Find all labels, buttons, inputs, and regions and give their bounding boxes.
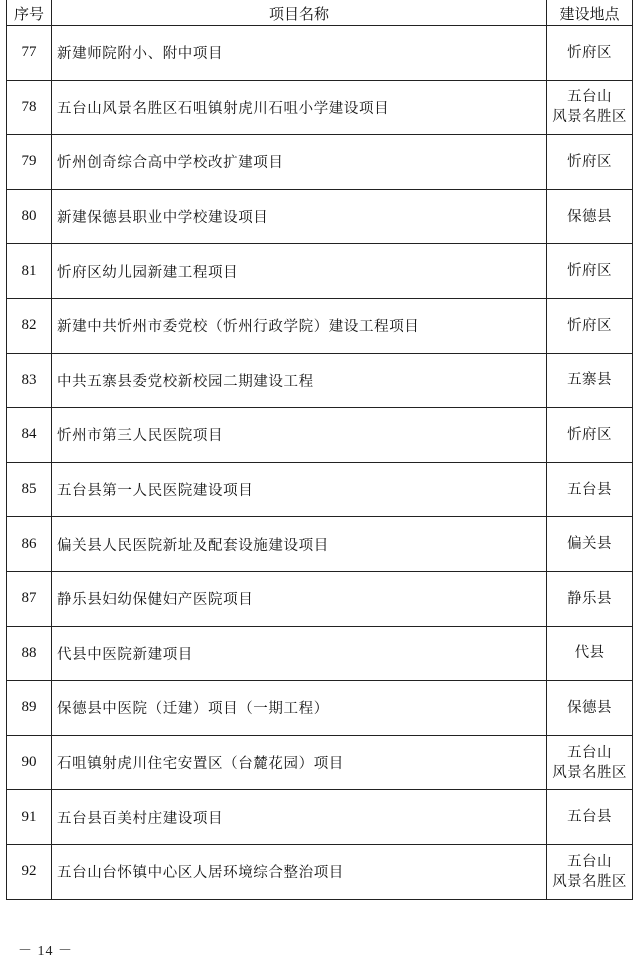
- row-project-name: 五台山风景名胜区石咀镇射虎川石咀小学建设项目: [52, 80, 547, 135]
- row-location: 五寨县: [547, 353, 633, 408]
- row-location: 静乐县: [547, 571, 633, 626]
- table-row: [7, 408, 633, 463]
- row-location: 五台山 风景名胜区: [547, 844, 633, 899]
- table-body: [7, 26, 633, 900]
- table-row: [7, 517, 633, 572]
- row-number: 86: [7, 517, 52, 572]
- row-number: 78: [7, 80, 52, 135]
- row-location: 忻府区: [547, 408, 633, 463]
- table-row: [7, 353, 633, 408]
- row-project-name: 保德县中医院（迁建）项目（一期工程）: [52, 681, 547, 736]
- page-number: － 14 －: [18, 944, 73, 959]
- row-number: 87: [7, 571, 52, 626]
- row-number: 92: [7, 844, 52, 899]
- table-row: [7, 244, 633, 299]
- table-header-row: [7, 0, 633, 26]
- header-number: 序号: [7, 0, 52, 26]
- row-project-name: 新建保德县职业中学校建设项目: [52, 189, 547, 244]
- row-project-name: 新建师院附小、附中项目: [52, 26, 547, 81]
- row-location: 五台县: [547, 462, 633, 517]
- table-row: [7, 189, 633, 244]
- row-number: 83: [7, 353, 52, 408]
- row-location: 忻府区: [547, 135, 633, 190]
- table-row: [7, 135, 633, 190]
- row-location: 保德县: [547, 189, 633, 244]
- header-project-name: 项目名称: [52, 0, 547, 26]
- row-project-name: 中共五寨县委党校新校园二期建设工程: [52, 353, 547, 408]
- table-row: [7, 80, 633, 135]
- row-project-name: 五台山台怀镇中心区人居环境综合整治项目: [52, 844, 547, 899]
- row-location: 代县: [547, 626, 633, 681]
- row-number: 80: [7, 189, 52, 244]
- header-location: 建设地点: [547, 0, 633, 26]
- row-project-name: 石咀镇射虎川住宅安置区（台麓花园）项目: [52, 735, 547, 790]
- table-row: [7, 462, 633, 517]
- row-location: 忻府区: [547, 298, 633, 353]
- table-row: [7, 298, 633, 353]
- row-project-name: 忻州创奇综合高中学校改扩建项目: [52, 135, 547, 190]
- row-number: 89: [7, 681, 52, 736]
- row-location: 五台县: [547, 790, 633, 845]
- row-number: 85: [7, 462, 52, 517]
- table-row: [7, 26, 633, 81]
- row-location: 保德县: [547, 681, 633, 736]
- project-table-container: [6, 0, 632, 900]
- row-number: 82: [7, 298, 52, 353]
- table-row: [7, 681, 633, 736]
- row-location: 五台山 风景名胜区: [547, 735, 633, 790]
- row-location: 五台山 风景名胜区: [547, 80, 633, 135]
- row-number: 79: [7, 135, 52, 190]
- row-location: 忻府区: [547, 26, 633, 81]
- row-number: 77: [7, 26, 52, 81]
- row-project-name: 新建中共忻州市委党校（忻州行政学院）建设工程项目: [52, 298, 547, 353]
- row-number: 91: [7, 790, 52, 845]
- table-row: [7, 571, 633, 626]
- row-location: 偏关县: [547, 517, 633, 572]
- row-number: 84: [7, 408, 52, 463]
- row-number: 90: [7, 735, 52, 790]
- project-table: [6, 0, 633, 900]
- row-project-name: 忻府区幼儿园新建工程项目: [52, 244, 547, 299]
- row-project-name: 五台县百美村庄建设项目: [52, 790, 547, 845]
- table-row: [7, 790, 633, 845]
- row-project-name: 静乐县妇幼保健妇产医院项目: [52, 571, 547, 626]
- row-project-name: 代县中医院新建项目: [52, 626, 547, 681]
- table-row: [7, 735, 633, 790]
- row-project-name: 忻州市第三人民医院项目: [52, 408, 547, 463]
- row-project-name: 偏关县人民医院新址及配套设施建设项目: [52, 517, 547, 572]
- row-number: 88: [7, 626, 52, 681]
- table-row: [7, 626, 633, 681]
- row-project-name: 五台县第一人民医院建设项目: [52, 462, 547, 517]
- row-location: 忻府区: [547, 244, 633, 299]
- row-number: 81: [7, 244, 52, 299]
- table-row: [7, 844, 633, 899]
